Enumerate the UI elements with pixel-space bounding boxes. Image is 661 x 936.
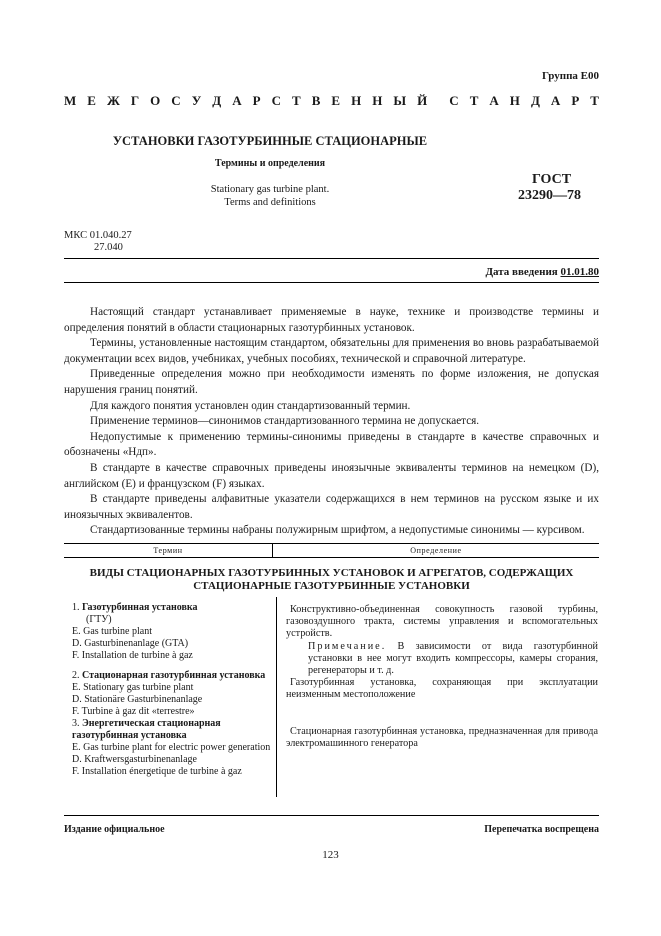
header-letter: А — [489, 93, 499, 108]
term-number: 1. — [72, 602, 80, 613]
term-french: F. Installation de turbine à gaz — [72, 650, 193, 661]
document-subtitle: Термины и определения — [214, 158, 326, 169]
english-title — [0, 183, 540, 209]
definition-3: Стационарная газотурбинная установка, предназначенная для привода электромашинного генератора — [286, 725, 598, 749]
term-english: E. Gas turbine plant for electric power generation — [72, 742, 271, 753]
intro-paragraph: В стандарте в качестве справочных приведены иноязычные эквиваленты терминов на немецком (D), английском (Е) и французском (F) языках. — [64, 461, 599, 490]
header-letter: У — [191, 93, 202, 108]
intro-paragraph: Для каждого понятия установлен один стандартизованный термин. — [90, 399, 411, 412]
header-letter: Д — [212, 93, 222, 108]
header-letter: Г — [130, 93, 140, 108]
gost-code: 23290—78 — [518, 188, 581, 203]
header-letter: О — [150, 93, 161, 108]
header-letter: Е — [331, 93, 341, 108]
definition-1: Конструктивно-объединенная совокупность газовой турбины, газовоздушного тракта, системы управления и вспомогательных устройств. — [286, 604, 598, 640]
term-english: E. Stationary gas turbine plant — [72, 682, 194, 693]
term-1 — [72, 602, 272, 614]
date-label: Дата введения — [485, 266, 558, 278]
gost-label: ГОСТ — [532, 172, 572, 187]
definitions-column — [286, 604, 598, 750]
document-title: УСТАНОВКИ ГАЗОТУРБИННЫЕ СТАЦИОНАРНЫЕ — [112, 134, 428, 148]
english-title-line-1: Stationary gas turbine plant. — [210, 184, 330, 195]
gost-number — [518, 172, 581, 204]
header-letter: Т — [590, 93, 599, 108]
header-letter: С — [271, 93, 281, 108]
header-letter: Т — [469, 93, 479, 108]
divider-top — [64, 258, 599, 259]
footer-divider — [64, 815, 599, 816]
term-name: Стационарная газотурбинная установка — [82, 670, 266, 681]
term-number: 3. — [72, 718, 80, 729]
definition-note — [286, 641, 598, 678]
header-letter: Н — [509, 93, 520, 108]
reprint-prohibited-label: Перепечатка воспрещена — [484, 824, 599, 835]
note-text: В зависимости от вида газотурбинной установки в нее могут входить компрессоры, камеры сгорания, регенераторы и т. д. — [308, 640, 599, 677]
intro-paragraph: Недопустимые к применению термины-синонимы приведены в стандарте в качестве справочных и обозначены «Ндп». — [64, 430, 599, 459]
header-letter: Д — [530, 93, 540, 108]
header-letter: Ж — [106, 93, 120, 108]
terms-column — [72, 602, 272, 778]
intro-paragraph: Применение терминов—синонимов стандартизованного термина не допускается. — [90, 415, 480, 428]
official-edition-label: Издание официальное — [64, 824, 165, 835]
page-number: 123 — [322, 849, 339, 861]
term-name: Газотурбинная установка — [82, 602, 198, 613]
interstate-standard-header — [64, 93, 599, 109]
header-letter: А — [232, 93, 242, 108]
term-name: Энергетическая стационарная газотурбинная установка — [72, 718, 221, 741]
table-header — [64, 543, 599, 558]
term-3 — [72, 718, 272, 742]
header-letter: М — [64, 93, 77, 108]
header-letter: Ы — [393, 93, 407, 108]
divider-date — [64, 282, 599, 283]
mks-code-2: 27.040 — [94, 242, 123, 253]
header-letter: Т — [292, 93, 301, 108]
note-heading: Примечание. — [308, 640, 387, 652]
table-header-definition: Определение — [410, 546, 462, 555]
mks-codes — [64, 230, 132, 254]
header-letter: В — [311, 93, 321, 108]
column-divider — [276, 597, 277, 797]
header-letter: Р — [571, 93, 580, 108]
intro-paragraph: Термины, установленные настоящим стандартом, обязательны для применения во вновь разрабатываемой документации всех видов, учебниках, учебных пособиях, технической и справочной литературе. — [64, 337, 599, 365]
term-german: D. Stationäre Gasturbinenanlage — [72, 694, 203, 705]
header-letter: Р — [252, 93, 261, 108]
header-letter: Н — [372, 93, 383, 108]
introduction — [64, 305, 599, 539]
section-title: ВИДЫ СТАЦИОНАРНЫХ ГАЗОТУРБИННЫХ УСТАНОВОК И АГРЕГАТОВ, СОДЕРЖАЩИХ СТАЦИОНАРНЫЕ ГАЗОТУРБИННЫЕ УСТАНОВКИ — [89, 567, 574, 592]
group-code: Группа Е00 — [541, 70, 599, 82]
table-header-term: Термин — [64, 544, 273, 557]
term-number: 2. — [72, 670, 80, 681]
term-french: F. Installation énergetique de turbine à gaz — [72, 766, 242, 777]
term-2 — [72, 670, 272, 682]
term-german: D. Kraftwersgasturbinenanlage — [72, 754, 197, 765]
date-value: 01.01.80 — [560, 266, 599, 278]
term-german: D. Gasturbinenanlage (GTA) — [72, 638, 189, 649]
header-letter: Й — [417, 93, 428, 108]
header-letter: Е — [87, 93, 96, 108]
intro-paragraph: Стандартизованные термины набраны полужирным шрифтом, а недопустимые синонимы — курсивом. — [90, 524, 585, 537]
header-letter: Н — [351, 93, 362, 108]
intro-paragraph: В стандарте приведены алфавитные указатели содержащихся в нем терминов на русском языке и их иноязычных эквивалентов. — [64, 493, 599, 521]
definition-2: Газотурбинная установка, сохраняющая при эксплуатации неизменным местоположение — [286, 677, 598, 701]
header-letter: С — [171, 93, 181, 108]
intro-paragraph: Настоящий стандарт устанавливает применяемые в науке, технике и производстве термины и определения понятий в области стационарных газотурбинных установок. — [64, 306, 599, 334]
term-abbreviation: (ГТУ) — [86, 614, 112, 625]
english-title-line-2: Terms and definitions — [224, 197, 316, 208]
header-letter: С — [449, 93, 459, 108]
term-french: F. Turbine à gaz dit «terrestre» — [72, 706, 195, 717]
header-letter: А — [550, 93, 561, 108]
intro-paragraph: Приведенные определения можно при необходимости изменять по форме изложения, не допуская нарушения границ понятий. — [64, 368, 599, 396]
term-english: E. Gas turbine plant — [72, 626, 152, 637]
mks-code-1: МКС 01.040.27 — [64, 230, 132, 241]
effective-date — [485, 266, 599, 278]
